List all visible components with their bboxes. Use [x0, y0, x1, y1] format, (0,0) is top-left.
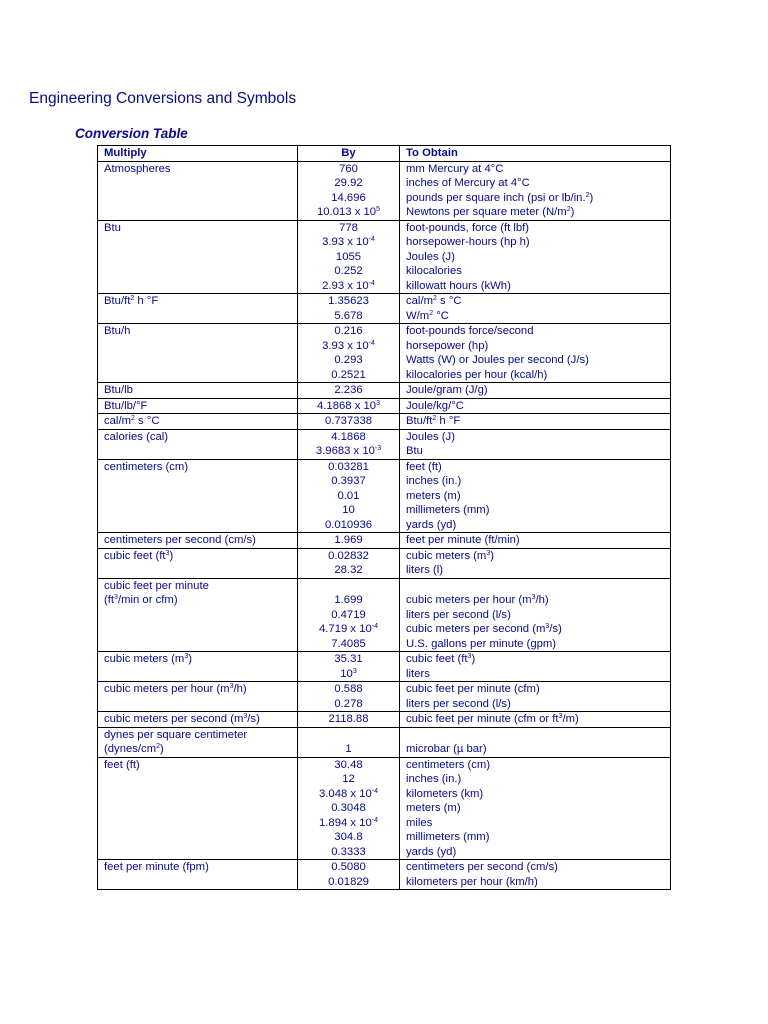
to-obtain-cell-line: Joule/gram (J/g): [406, 384, 488, 396]
by-cell: [298, 383, 400, 399]
table-row: [98, 161, 671, 220]
to-obtain-cell: [400, 533, 671, 549]
to-obtain-cell-line: millimeters (mm): [406, 504, 490, 516]
multiply-cell: [98, 414, 298, 430]
by-cell-line: 0.252: [334, 265, 363, 277]
to-obtain-cell: [400, 161, 671, 220]
to-obtain-cell-line: cubic meters per hour $(m^3/h)$: [406, 594, 549, 606]
by-cell: [298, 548, 400, 578]
to-obtain-cell-line: cubic feet $(ft^3)$: [406, 653, 476, 665]
to-obtain-cell-line: kilometers (km): [406, 787, 484, 800]
to-obtain-cell-line: Joule/kg/°C: [406, 399, 464, 412]
table-row: [98, 383, 671, 399]
conversion-table-title: Conversion Table: [75, 126, 188, 141]
table-row: [98, 220, 671, 294]
table-row: [98, 324, 671, 383]
multiply-cell-line: cubic feet $(ft^3)$: [104, 549, 174, 562]
by-cell-line: 3.048 x $10^{-4}$: [319, 787, 378, 800]
to-obtain-cell: [400, 682, 671, 712]
by-cell-line: 4.1868: [331, 430, 366, 443]
by-cell-line: 0.5080: [331, 861, 366, 873]
multiply-cell: [98, 398, 298, 414]
header-to-obtain: To Obtain: [400, 146, 671, 162]
by-cell-line: 4.1868 x $10^3$: [317, 399, 380, 412]
to-obtain-cell-line: cubic meters per second $(m^3/s)$: [406, 623, 562, 635]
by-cell: [298, 727, 400, 757]
to-obtain-cell-line: inches of Mercury at 4°C: [406, 177, 530, 189]
to-obtain-cell: [400, 414, 671, 430]
multiply-cell: [98, 712, 298, 728]
table-row: [98, 578, 671, 652]
by-cell: [298, 757, 400, 860]
table-row: [98, 533, 671, 549]
by-cell-line: 0.588: [334, 683, 363, 695]
table-row: [98, 398, 671, 414]
multiply-cell-line: dynes per square centimeter: [104, 728, 248, 741]
multiply-cell-line: feet (ft): [104, 758, 140, 771]
conversion-table: [97, 145, 671, 890]
by-cell-line: 0.3048: [331, 802, 366, 814]
to-obtain-cell-line: centimeters per second (cm/s): [406, 861, 558, 873]
multiply-cell-line: cal/$m^2$ s °C: [104, 415, 160, 427]
to-obtain-cell-line: Joules (J): [406, 430, 455, 443]
table-body: [98, 161, 671, 890]
to-obtain-cell-line: cubic feet per minute (cfm): [406, 683, 540, 695]
by-cell-line: [300, 728, 397, 743]
by-cell: [298, 429, 400, 459]
multiply-cell-line: Atmospheres: [104, 162, 171, 175]
to-obtain-cell-line: kilometers per hour (km/h): [406, 875, 538, 888]
multiply-cell-line: cubic feet per minute: [104, 579, 209, 592]
to-obtain-cell: [400, 383, 671, 399]
header-multiply: Multiply: [98, 146, 298, 162]
table-header-row: [98, 146, 671, 162]
by-cell: [298, 414, 400, 430]
table-row: [98, 860, 671, 890]
to-obtain-cell: [400, 860, 671, 890]
by-cell-line: $10^3$: [340, 667, 357, 680]
to-obtain-cell-line: horsepower-hours (hp h): [406, 236, 530, 248]
by-cell-line: 778: [339, 221, 358, 234]
by-cell: [298, 294, 400, 324]
by-cell-line: 1.894 x $10^{-4}$: [319, 816, 378, 829]
to-obtain-cell: [400, 727, 671, 757]
to-obtain-cell-line: foot-pounds force/second: [406, 325, 534, 337]
to-obtain-cell: [400, 548, 671, 578]
multiply-cell-line: calories (cal): [104, 430, 169, 443]
to-obtain-cell-line: yards (yd): [406, 845, 457, 858]
multiply-cell-line: Btu/$ft^2$ h °F: [104, 295, 159, 307]
by-cell: [298, 860, 400, 890]
by-cell-line: 0.010936: [324, 518, 373, 531]
by-cell-line: 0.4719: [331, 608, 366, 621]
by-cell-line: 760: [339, 162, 358, 175]
multiply-cell: [98, 727, 298, 757]
by-cell-line: 0.2521: [331, 368, 366, 381]
by-cell-line: 0.02832: [328, 549, 369, 562]
by-cell-line: 0.293: [334, 354, 363, 366]
to-obtain-cell-line: feet (ft): [406, 460, 442, 473]
table-row: [98, 652, 671, 682]
document-title: Engineering Conversions and Symbols: [29, 90, 297, 107]
by-cell-line: 3.93 x $10^{-4}$: [322, 236, 375, 248]
to-obtain-cell-line: cubic meters $(m^3)$: [406, 549, 495, 562]
to-obtain-cell-line: meters (m): [406, 489, 461, 502]
by-cell-line: 7.4085: [331, 637, 366, 650]
header-by: By: [298, 146, 400, 162]
by-cell-line: 1.35623: [328, 295, 369, 307]
to-obtain-cell-line: meters (m): [406, 802, 461, 814]
multiply-cell-line: cubic meters $(m^3)$: [104, 653, 193, 665]
to-obtain-cell-line: kilocalories: [406, 265, 462, 277]
to-obtain-cell-line: liters (l): [406, 564, 444, 576]
multiply-cell: [98, 578, 298, 652]
by-cell: [298, 220, 400, 294]
multiply-cell: [98, 533, 298, 549]
to-obtain-cell-line: pounds per square inch (psi or lb/in.$^2$): [406, 191, 594, 204]
multiply-cell-line: Btu/lb: [104, 384, 133, 396]
by-cell-line: 30.48: [334, 758, 363, 771]
multiply-cell-line: Btu/h: [104, 325, 131, 337]
by-cell-line: 0.278: [334, 697, 363, 710]
multiply-cell: [98, 429, 298, 459]
to-obtain-cell-line: horsepower (hp): [406, 339, 489, 352]
by-cell-line: [300, 579, 397, 594]
multiply-cell-line: $(dynes/cm^2)$: [104, 743, 164, 755]
to-obtain-cell-line: Joules (J): [406, 250, 455, 263]
to-obtain-cell: [400, 429, 671, 459]
by-cell-line: 0.01: [337, 489, 360, 502]
multiply-cell-line: Btu: [104, 221, 121, 234]
by-cell-line: 4.719 x $10^{-4}$: [319, 623, 378, 635]
to-obtain-cell: [400, 324, 671, 383]
to-obtain-cell-line: liters: [406, 667, 430, 680]
to-obtain-cell-line: cubic feet per minute (cfm or $ft^3/m$): [406, 713, 579, 725]
by-cell-line: 0.737338: [324, 415, 373, 427]
table-row: [98, 712, 671, 728]
by-cell-line: 0.3937: [331, 475, 366, 487]
to-obtain-cell-line: Watts (W) or Joules per second (J/s): [406, 354, 589, 366]
to-obtain-cell-line: inches (in.): [406, 475, 462, 487]
by-cell: [298, 652, 400, 682]
multiply-cell-line: cubic meters per second $(m^3/s)$: [104, 713, 260, 725]
to-obtain-cell: [400, 220, 671, 294]
multiply-cell-line: Btu/lb/°F: [104, 399, 148, 412]
to-obtain-cell-line: centimeters (cm): [406, 758, 491, 771]
table-row: [98, 429, 671, 459]
by-cell: [298, 398, 400, 414]
to-obtain-cell: [400, 398, 671, 414]
to-obtain-cell-line: kilocalories per hour (kcal/h): [406, 368, 548, 381]
to-obtain-cell-line: killowatt hours (kWh): [406, 279, 511, 292]
to-obtain-cell-line: mm Mercury at 4°C: [406, 162, 504, 175]
multiply-cell-line: centimeters per second (cm/s): [104, 534, 256, 546]
by-cell-line: 1055: [335, 250, 362, 263]
by-cell: [298, 533, 400, 549]
by-cell-line: 0.01829: [328, 875, 369, 888]
by-cell-line: 1.969: [334, 534, 363, 546]
by-cell-line: 0.216: [334, 325, 363, 337]
multiply-cell: [98, 220, 298, 294]
by-cell-line: 10: [342, 504, 355, 516]
by-cell: [298, 578, 400, 652]
multiply-cell: [98, 548, 298, 578]
table-row: [98, 682, 671, 712]
to-obtain-cell-line: cal/$m^2$ s °C: [406, 295, 462, 307]
to-obtain-cell-line: U.S. gallons per minute (gpm): [406, 637, 557, 650]
to-obtain-cell-line: microbar (µ bar): [406, 743, 487, 755]
by-cell: [298, 161, 400, 220]
to-obtain-cell: [400, 652, 671, 682]
to-obtain-cell-line: [406, 728, 666, 743]
table-row: [98, 757, 671, 860]
by-cell-line: 29.92: [334, 177, 363, 189]
multiply-cell: [98, 161, 298, 220]
multiply-cell: [98, 652, 298, 682]
by-cell-line: 3.9683 x $10^{-3}$: [315, 445, 382, 457]
by-cell-line: 1.699: [334, 594, 363, 606]
to-obtain-cell-line: $W/m^2$ °C: [406, 309, 449, 322]
to-obtain-cell-line: yards (yd): [406, 518, 457, 531]
multiply-cell: [98, 324, 298, 383]
multiply-cell: [98, 383, 298, 399]
by-cell-line: 12: [342, 773, 355, 785]
to-obtain-cell-line: Newtons per square meter $(N/m^2)$: [406, 206, 575, 218]
to-obtain-cell: [400, 459, 671, 533]
to-obtain-cell-line: liters per second (l/s): [406, 697, 511, 710]
to-obtain-cell: [400, 294, 671, 324]
multiply-cell: [98, 459, 298, 533]
multiply-cell-line: centimeters (cm): [104, 460, 189, 473]
table-row: [98, 727, 671, 757]
multiply-cell-line: feet per minute (fpm): [104, 861, 209, 873]
by-cell-line: 28.32: [334, 564, 363, 576]
to-obtain-cell-line: [406, 579, 666, 594]
by-cell-line: 3.93 x $10^{-4}$: [322, 339, 375, 352]
by-cell-line: 304.8: [334, 831, 363, 843]
by-cell-line: 10.013 x $10^5$: [317, 206, 380, 218]
by-cell-line: 2118.88: [328, 713, 369, 725]
by-cell: [298, 324, 400, 383]
multiply-cell-line: cubic meters per hour $(m^3/h)$: [104, 683, 247, 695]
to-obtain-cell-line: Btu: [406, 445, 423, 457]
to-obtain-cell: [400, 757, 671, 860]
to-obtain-cell-line: foot-pounds, force (ft lbf): [406, 221, 530, 234]
by-cell-line: 2.93 x $10^{-4}$: [322, 279, 375, 292]
by-cell: [298, 459, 400, 533]
table-row: [98, 548, 671, 578]
to-obtain-cell-line: inches (in.): [406, 773, 462, 785]
to-obtain-cell-line: Btu/$ft^2$ h °F: [406, 415, 461, 427]
by-cell-line: 2.236: [334, 384, 363, 396]
table-row: [98, 459, 671, 533]
by-cell-line: 1: [345, 743, 352, 755]
multiply-cell: [98, 757, 298, 860]
to-obtain-cell-line: millimeters (mm): [406, 831, 490, 843]
by-cell: [298, 712, 400, 728]
table-row: [98, 414, 671, 430]
multiply-cell: [98, 860, 298, 890]
multiply-cell: [98, 294, 298, 324]
by-cell-line: 0.03281: [328, 460, 369, 473]
to-obtain-cell-line: feet per minute (ft/min): [406, 534, 520, 546]
to-obtain-cell-line: liters per second (l/s): [406, 608, 511, 621]
by-cell-line: 0.3333: [331, 845, 366, 858]
multiply-cell: [98, 682, 298, 712]
to-obtain-cell-line: miles: [406, 816, 433, 829]
by-cell: [298, 682, 400, 712]
by-cell-line: 5.678: [334, 309, 363, 322]
to-obtain-cell: [400, 578, 671, 652]
by-cell-line: 35.31: [334, 653, 363, 665]
by-cell-line: 14.696: [331, 191, 366, 204]
table-row: [98, 294, 671, 324]
multiply-cell-line: ($ft^3/\min$ or cfm): [104, 594, 178, 606]
to-obtain-cell: [400, 712, 671, 728]
